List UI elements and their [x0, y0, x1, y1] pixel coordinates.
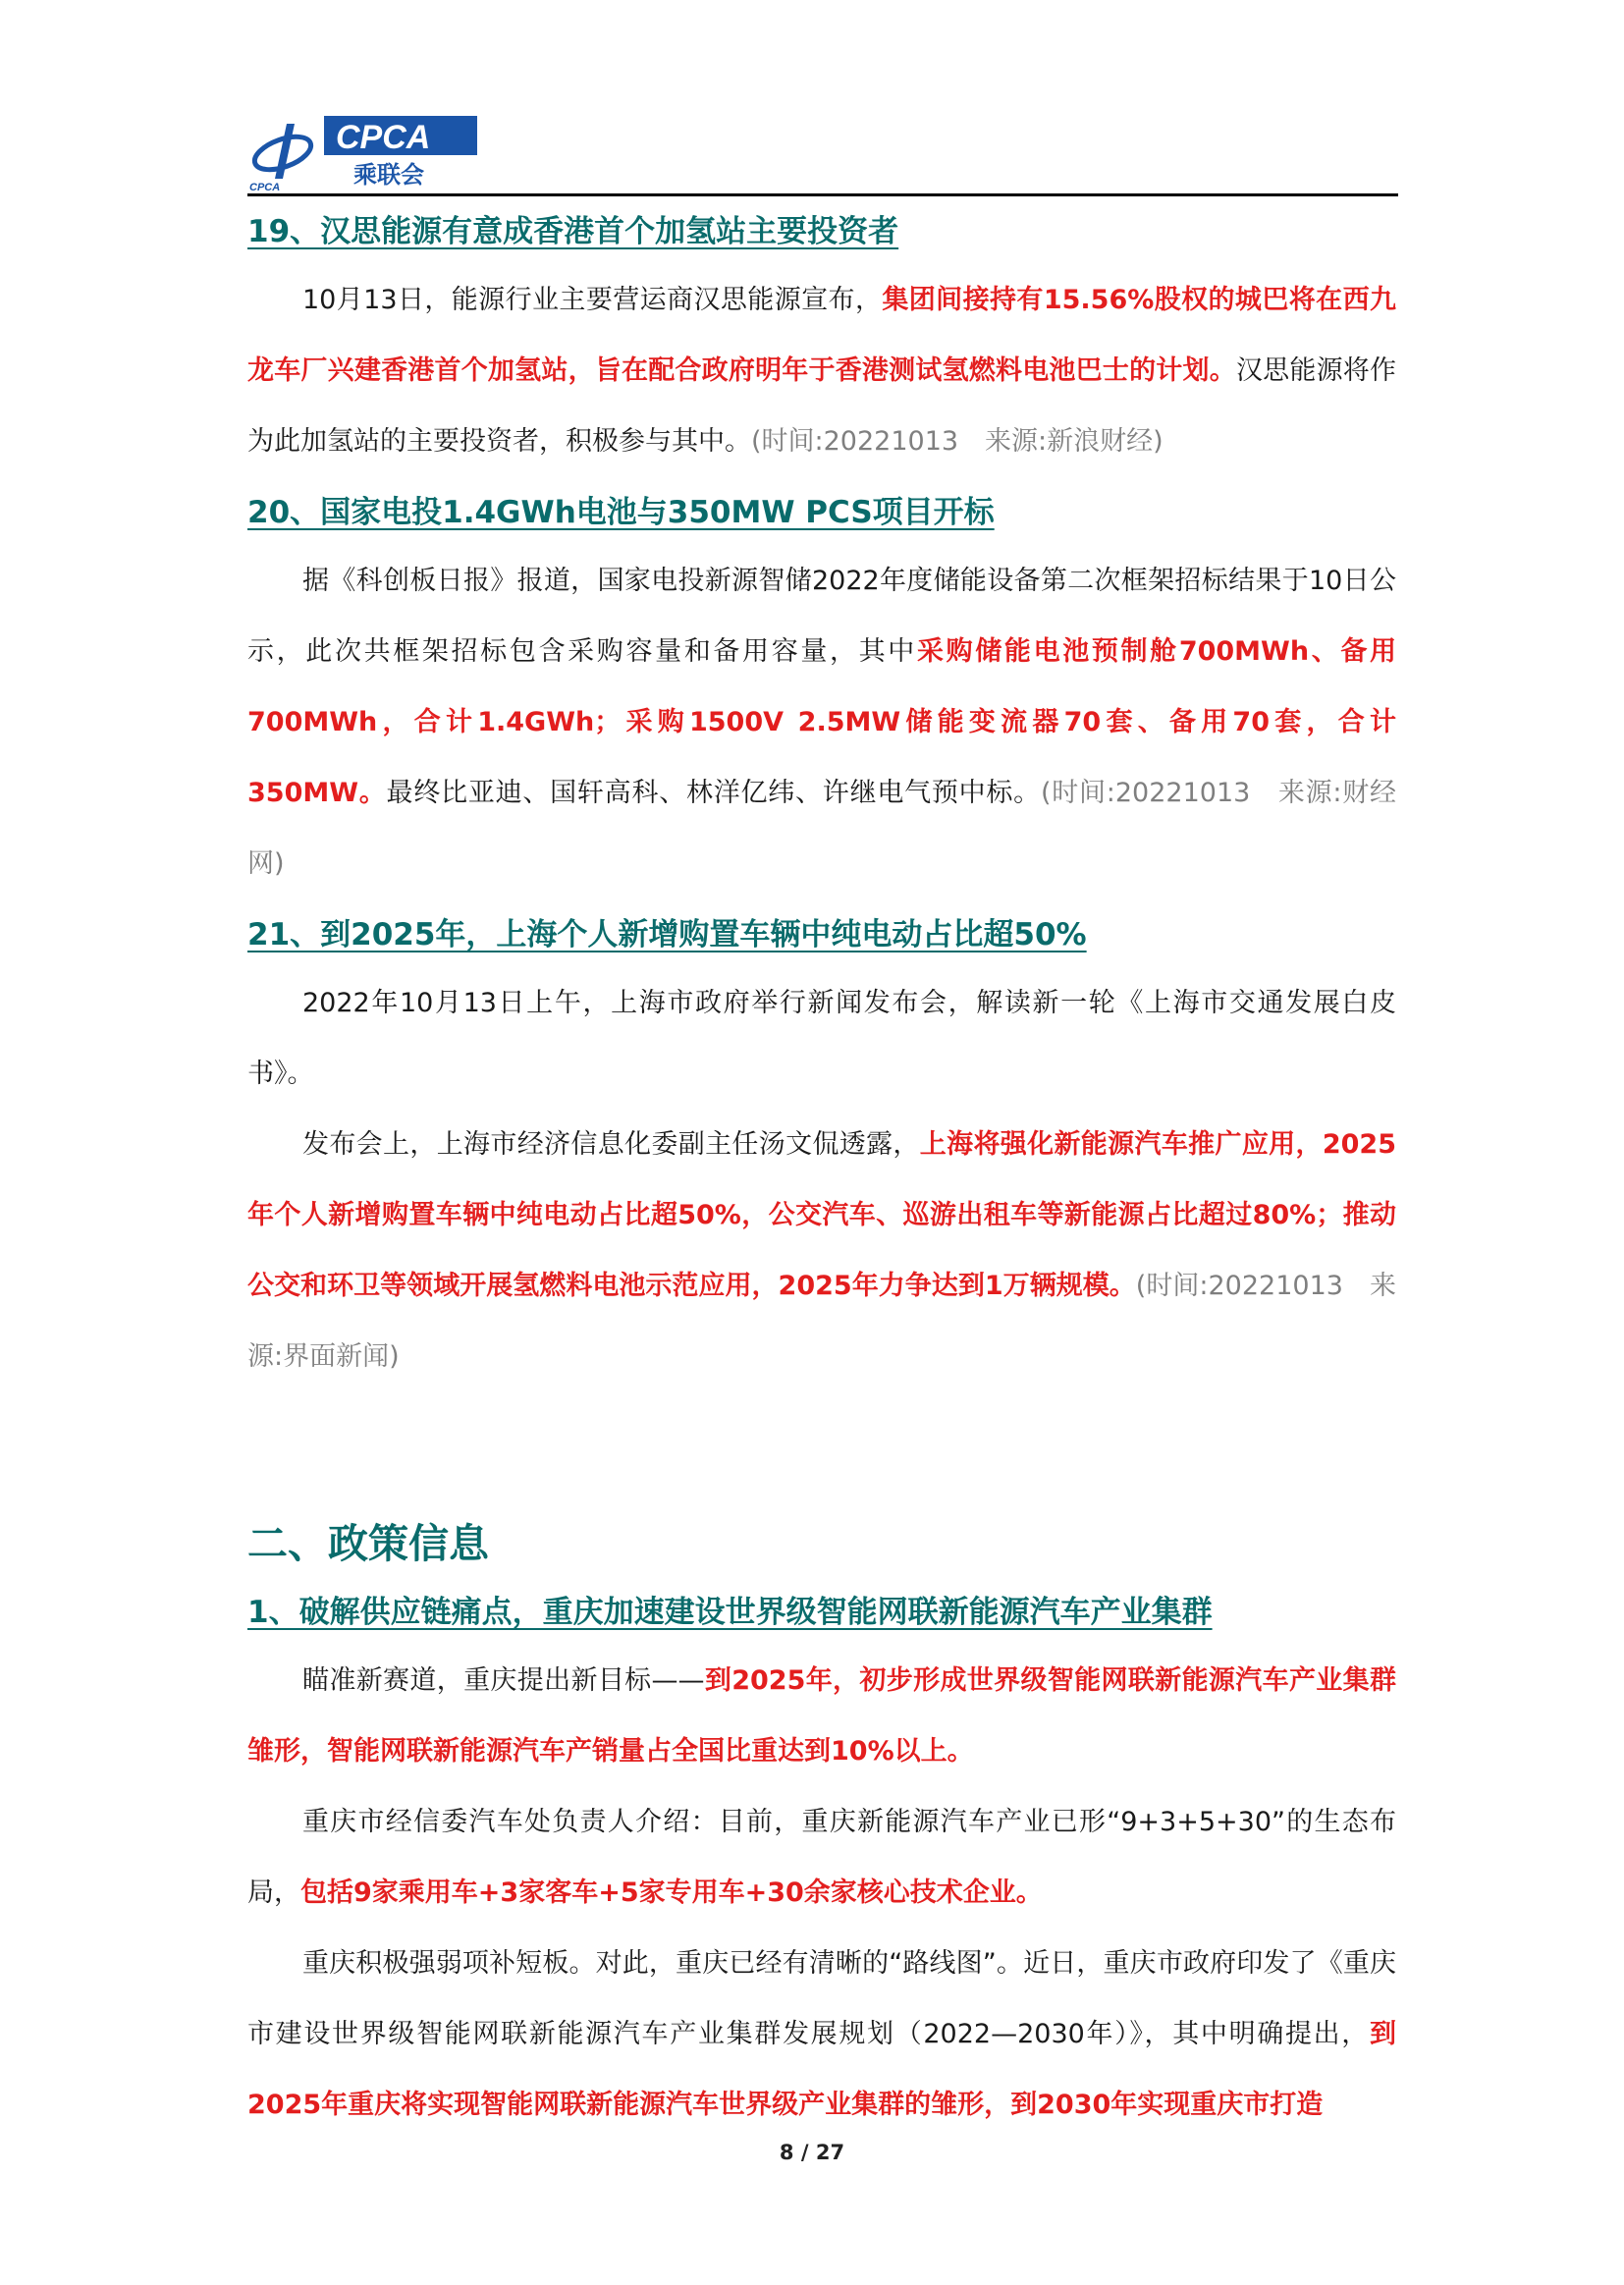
page-header [247, 110, 1398, 196]
p1-highlight: 到2025年，初步形成世界级智能网联新能源汽车产业集群雏形，智能网联新能源汽车产销量占全国比重达到10%以上。 [247, 1665, 1396, 1767]
s20-text-a: 据《科创板日报》报道，国家电投新源智储2022年度储能设备第二次框架招标结果于10日公示，此次共框架招标包含采购容量和备用容量，其中 [247, 566, 1396, 667]
policy-1-paragraph-1 [247, 1646, 1396, 1787]
s19-text-c: 汉思能源将作为此加氢站的主要投资者，积极参与其中。 [247, 355, 1397, 457]
s19-highlight: 集团间接持有15.56%股权的城巴将在西九龙车厂兴建香港首个加氢站，旨在配合政府明年于香港测试氢燃料电池巴士的计划。 [247, 285, 1396, 386]
page-total: 27 [815, 2141, 845, 2164]
section-19-paragraph [247, 265, 1396, 477]
p1-text-a: 瞄准新赛道，重庆提出新目标—— [302, 1665, 705, 1696]
section-21-paragraph-1: 2022年10月13日上午，上海市政府举行新闻发布会，解读新一轮《上海市交通发展白皮书》。 [247, 988, 1396, 1089]
page-number [0, 2141, 1624, 2164]
section-21-paragraph-2 [247, 1110, 1396, 1392]
document-body [247, 196, 1396, 2141]
s21-text-a: 发布会上，上海市经济信息化委副主任汤文侃透露， [302, 1129, 920, 1160]
s21-highlight: 上海将强化新能源汽车推广应用，2025年个人新增购置车辆中纯电动占比超50%，公交汽车、巡游出租车等新能源占比超过80%；推动公交和环卫等领域开展氢燃料电池示范应用，2025年力争达到1万辆规模。 [247, 1129, 1396, 1301]
policy-1-paragraph-3 [247, 1929, 1396, 2141]
s20-source: (时间:20221013 来源:财经网) [247, 778, 1397, 879]
logo-subtext: 乘联会 [353, 161, 424, 189]
s20-text-c: 最终比亚迪、国轩高科、林洋亿纬、许继电气预中标。 [386, 778, 1041, 808]
logo-text: CPCA [336, 119, 431, 156]
p2-highlight: 包括9家乘用车+3家客车+5家专用车+30余家核心技术企业。 [300, 1877, 1043, 1908]
cpca-logo [247, 110, 483, 192]
policy-1-paragraph-2 [247, 1787, 1396, 1929]
section-20-paragraph [247, 546, 1396, 899]
section-20-title: 20、国家电投1.4GWh电池与350MW PCS项目开标 [247, 495, 995, 530]
p3-text-a: 重庆积极强弱项补短板。对此，重庆已经有清晰的“路线图”。近日，重庆市政府印发了《重庆市建设世界级智能网联新能源汽车产业集群发展规划（2022—2030年）》，其中明确提出， [247, 1948, 1396, 2049]
section-21-title: 21、到2025年，上海个人新增购置车辆中纯电动占比超50% [247, 917, 1087, 952]
s19-source: (时间:20221013 来源:新浪财经) [751, 426, 1164, 457]
p2-text-a: 重庆市经信委汽车处负责人介绍：目前，重庆新能源汽车产业已形“9+3+5+30”的生态布局， [247, 1807, 1396, 1908]
logo-mark: CPCA [249, 182, 281, 192]
page-separator: / [800, 2141, 809, 2164]
s21-source: (时间:20221013 来源:界面新闻) [247, 1271, 1396, 1372]
section-19-title: 19、汉思能源有意成香港首个加氢站主要投资者 [247, 214, 899, 249]
s20-highlight: 采购储能电池预制舱700MWh、备用700MWh，合计1.4GWh；采购1500V 2.5MW储能变流器70套、备用70套，合计350MW。 [247, 636, 1397, 808]
policy-section-title: 二、政策信息 [247, 1520, 489, 1567]
page-current: 8 [779, 2141, 794, 2164]
s19-text-a: 10月13日，能源行业主要营运商汉思能源宣布， [302, 285, 883, 315]
p3-highlight: 到2025年重庆将实现智能网联新能源汽车世界级产业集群的雏形，到2030年实现重庆市打造 [247, 2019, 1396, 2120]
policy-1-title: 1、破解供应链痛点，重庆加速建设世界级智能网联新能源汽车产业集群 [247, 1595, 1213, 1630]
